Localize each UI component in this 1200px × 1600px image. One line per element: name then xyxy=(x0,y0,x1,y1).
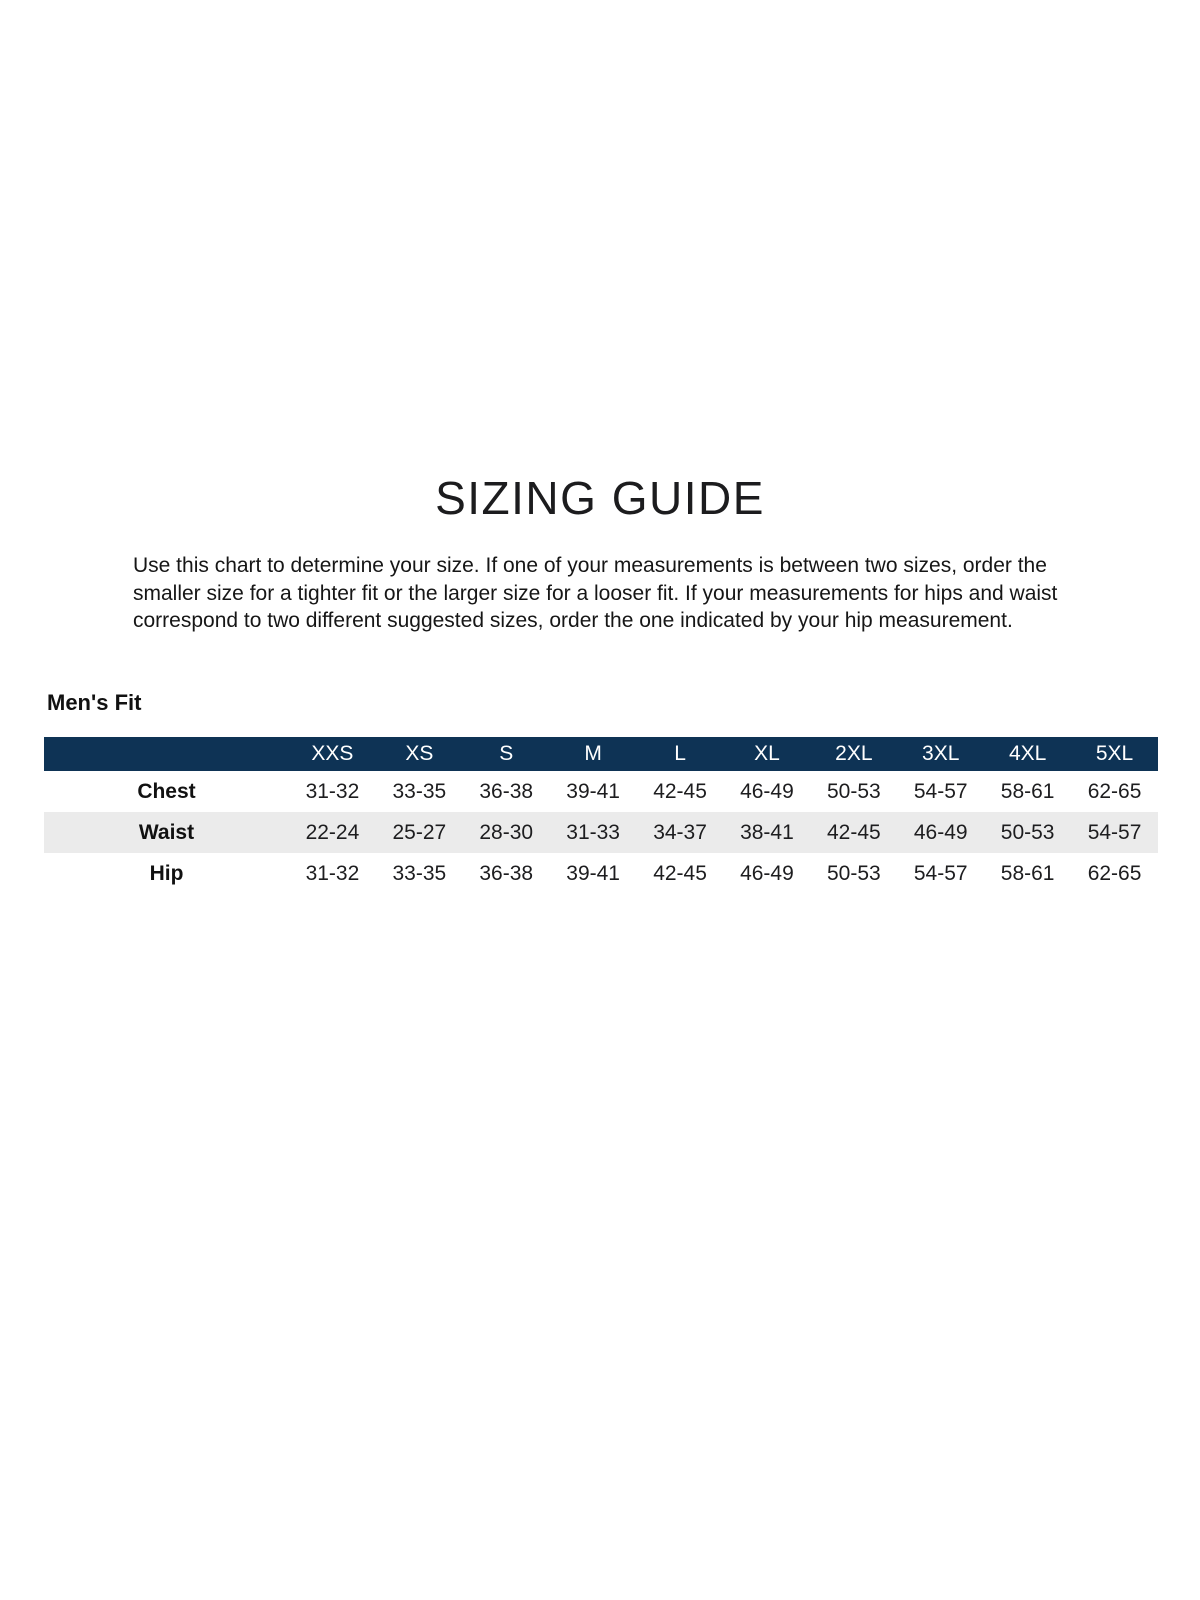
chest-value: 50-53 xyxy=(826,779,881,803)
header-cell-m: M xyxy=(584,742,602,765)
hip-value: 50-53 xyxy=(826,861,881,885)
page-title: SIZING GUIDE xyxy=(435,472,765,524)
waist-value: 22-24 xyxy=(305,820,360,844)
size-table xyxy=(44,737,1158,894)
row-label-chest: Chest xyxy=(137,779,196,803)
waist-value: 38-41 xyxy=(740,820,794,844)
hip-value: 46-49 xyxy=(740,861,794,885)
header-cell-xl: XL xyxy=(754,742,780,765)
header-cell-4xl: 4XL xyxy=(1008,742,1047,765)
waist-value: 54-57 xyxy=(1087,820,1142,844)
waist-value: 25-27 xyxy=(392,820,447,844)
header-cell-3xl: 3XL xyxy=(922,742,960,765)
chest-value: 33-35 xyxy=(392,779,447,803)
waist-value: 34-37 xyxy=(653,820,707,844)
table-row-hip xyxy=(44,853,1158,894)
header-cell-xxs: XXS xyxy=(311,742,354,765)
table-row-waist xyxy=(44,812,1158,853)
section-label-mens-fit: Men's Fit xyxy=(47,690,142,715)
size-table-header-row xyxy=(44,737,1158,771)
hip-value: 54-57 xyxy=(913,861,968,885)
waist-value: 31-33 xyxy=(566,820,620,844)
chest-value: 46-49 xyxy=(740,779,794,803)
hip-value: 31-32 xyxy=(305,861,360,885)
hip-value: 58-61 xyxy=(1000,861,1055,885)
chest-value: 36-38 xyxy=(479,779,534,803)
header-cell-5xl: 5XL xyxy=(1095,742,1134,765)
header-cell-s: S xyxy=(499,742,514,765)
intro-text: Use this chart to determine your size. If one of your measurements is between two sizes, order the smaller size for a tighter fit or the larger size for a looser fit. If your measurements for hips and waist correspond to two different suggested sizes, order the one indicated by your hip measurement. xyxy=(133,554,1058,632)
waist-value: 28-30 xyxy=(479,820,534,844)
chest-value: 42-45 xyxy=(653,779,707,803)
chest-value: 39-41 xyxy=(566,779,620,803)
header-cell-l: L xyxy=(674,742,686,765)
chest-value: 62-65 xyxy=(1087,779,1142,803)
waist-value: 46-49 xyxy=(913,820,968,844)
header-cell-xs: XS xyxy=(405,742,434,765)
hip-value: 62-65 xyxy=(1087,861,1142,885)
waist-value: 50-53 xyxy=(1000,820,1055,844)
hip-value: 33-35 xyxy=(392,861,447,885)
row-label-hip: Hip xyxy=(149,861,184,885)
chest-value: 58-61 xyxy=(1000,779,1055,803)
hip-value: 36-38 xyxy=(479,861,534,885)
chest-value: 54-57 xyxy=(913,779,968,803)
row-label-waist: Waist xyxy=(138,820,195,844)
chest-value: 31-32 xyxy=(305,779,360,803)
table-row-chest xyxy=(44,771,1158,812)
hip-value: 39-41 xyxy=(566,861,620,885)
hip-value: 42-45 xyxy=(653,861,707,885)
header-cell-2xl: 2XL xyxy=(835,742,873,765)
waist-value: 42-45 xyxy=(826,820,881,844)
